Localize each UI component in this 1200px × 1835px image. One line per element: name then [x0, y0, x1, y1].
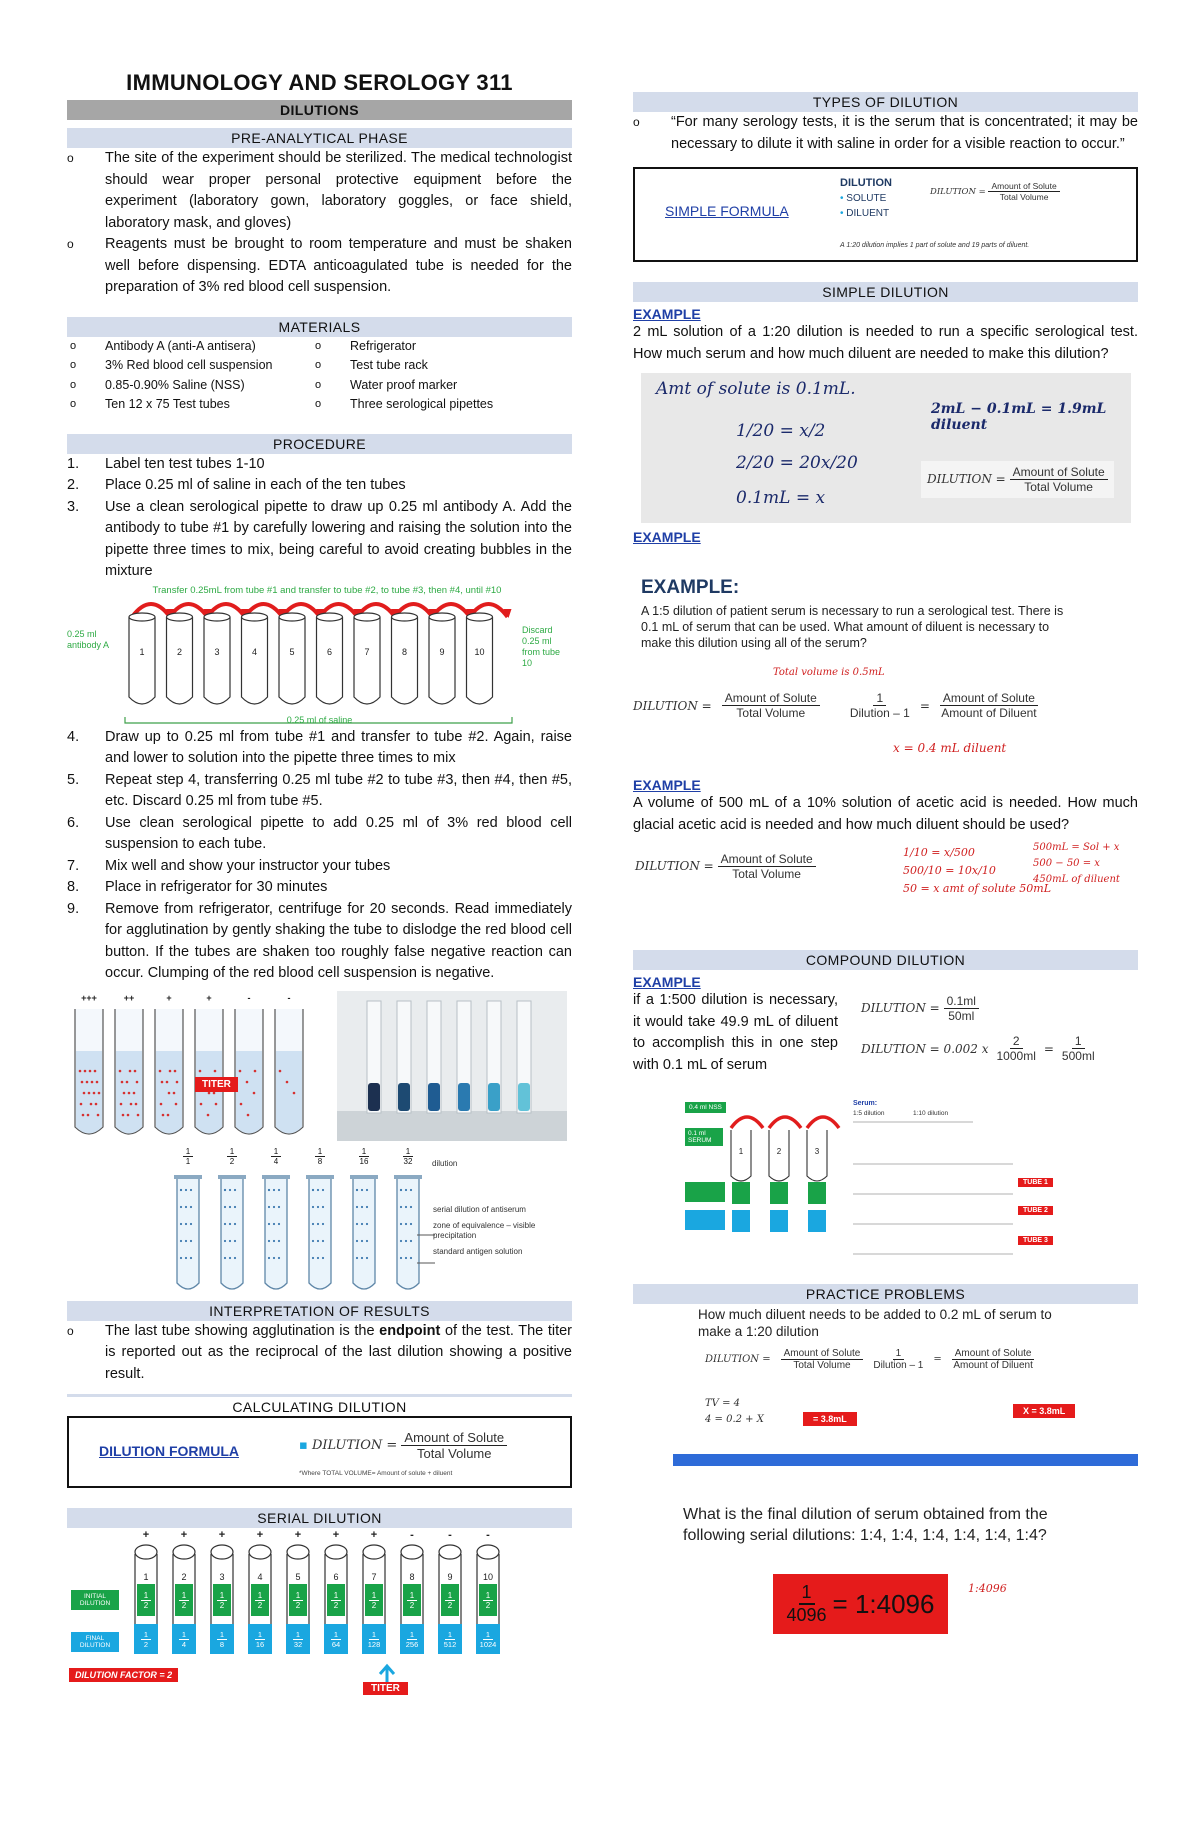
antiserum-fraction: $\frac{1}{2}$	[219, 1147, 245, 1166]
discard-label: Discard 0.25 ml from tube 10	[522, 624, 561, 668]
final-dilution-fraction: $\frac{1}{2}$	[134, 1624, 158, 1654]
list-item: o 0.85-0.90% Saline (NSS)	[70, 377, 245, 392]
tube-number: 1	[143, 1572, 149, 1582]
antiserum-labels	[433, 1205, 568, 1257]
implies-note: A 1:20 dilution implies 1 part of solute and 19 parts of diluent.	[840, 242, 1030, 249]
page-title: IMMUNOLOGY AND SEROLOGY 311	[126, 70, 513, 95]
procedure-step: 2. Place 0.25 ml of saline in each of the ten tubes	[67, 477, 406, 493]
diluent-item: • DILUENT	[840, 208, 890, 219]
result-sign: +	[180, 1529, 188, 1541]
practice-heading: PRACTICE PROBLEMS	[633, 1284, 1138, 1304]
test-tube	[204, 617, 230, 704]
tube-number: 4	[257, 1572, 263, 1582]
dilution-label: dilution	[432, 1158, 458, 1168]
test-tube	[392, 617, 418, 704]
transfer-arrow	[769, 1117, 801, 1128]
solute-item: • SOLUTE	[840, 193, 887, 204]
tube-number: 9	[439, 646, 445, 657]
list-item: o Ten 12 x 75 Test tubes	[70, 397, 230, 411]
simple-dilution-heading: SIMPLE DILUTION	[633, 282, 1138, 302]
photo-tube-liquid	[428, 1083, 440, 1111]
practice-answer-1: = 3.8mL	[803, 1412, 857, 1426]
test-tube	[242, 617, 268, 704]
practice-q1: How much diluent needs to be added to 0.2 mL of serum to make a 1:20 dilution	[698, 1307, 1052, 1339]
example-3-problem: A volume of 500 mL of a 10% solution of acetic acid is needed. How much glacial acetic acid is needed and how much diluent should be used?	[633, 795, 1138, 833]
final-dilution-fraction: $\frac{1}{32}$	[286, 1624, 310, 1654]
list-item: o Refrigerator	[315, 338, 416, 353]
practice-problem-2	[633, 1472, 1138, 1662]
antiserum-fraction: $\frac{1}{4}$	[263, 1147, 289, 1166]
procedure-step: 6. Use clean serological pipette to add 0.25 ml of 3% red blood cell suspension to each tube.	[67, 814, 572, 852]
formula-note: *Where TOTAL VOLUME= Amount of solute + diluent	[299, 1470, 453, 1477]
test-tube	[317, 617, 343, 704]
agglutination-sign: ++	[123, 992, 135, 1003]
simple-formula: DILUTION = $\frac{\text{Amount of Solute}}{\text{Total Volume}}$	[930, 181, 1060, 202]
tube-number: 7	[371, 1572, 377, 1582]
antiserum-tube	[265, 1177, 287, 1289]
example-3-formula: DILUTION = $\frac{\text{Amount of Solute}}{\text{Total Volume}}$	[635, 852, 816, 881]
antiserum-figure	[67, 1145, 572, 1295]
test-tube	[129, 617, 155, 704]
initial-dilution-fraction: $\frac{1}{2}$	[365, 1584, 383, 1616]
compound-example-label: EXAMPLE	[633, 974, 701, 990]
serum-heading: Serum:	[853, 1100, 878, 1107]
final-dilution-label: FINAL DILUTION	[71, 1632, 119, 1652]
initial-dilution-label: INITIAL DILUTION	[71, 1590, 119, 1610]
pre-analytical-list	[67, 148, 572, 299]
example-3-hw-left: 1/10 = x/500 500/10 = 10x/10 50 = x amt of solute 50mL	[903, 846, 1052, 895]
procedure-steps-a	[67, 454, 572, 583]
initial-dilution-fraction: $\frac{1}{2}$	[441, 1584, 459, 1616]
initial-dilution-fraction: $\frac{1}{2}$	[175, 1584, 193, 1616]
list-item: o The site of the experiment should be sterilized. The medical technologist should wear proper personal protective equipment before the experiment (laboratory gown, laboratory goggles, or face shield, laboratory mask, and gloves)	[67, 150, 572, 231]
dil-1-10: 1:10 dilution	[913, 1110, 949, 1117]
dilution-formula: ▪ DILUTION = $\frac{\text{Amount of Solute}}{\text{Total Volume}}$	[299, 1430, 507, 1461]
hw-eq2: 2/20 = 20x/20	[736, 453, 858, 473]
label-serial-dilution: serial dilution of antiserum	[433, 1204, 526, 1214]
tube-number: 2	[181, 1572, 187, 1582]
list-item: o Water proof marker	[315, 377, 458, 392]
tube-number: 3	[214, 646, 220, 657]
tube-number: 2	[776, 1147, 782, 1156]
right-column	[633, 92, 1138, 1662]
final-dilution-fraction: $\frac{1}{1024}$	[476, 1624, 500, 1654]
simple-formula-box	[633, 167, 1138, 262]
slide-divider	[673, 1454, 1138, 1466]
label-zone-equivalence: zone of equivalence – visible precipitation	[433, 1220, 536, 1240]
serum-label: 0.1 ml SERUM	[685, 1128, 723, 1146]
simple-formula-label: SIMPLE FORMULA	[665, 203, 789, 219]
saline-label: 0.25 ml of saline	[286, 714, 353, 725]
compound-formula-1: DILUTION = $\frac{0.1ml}{50ml}$	[861, 994, 979, 1023]
tube-number: 5	[289, 646, 295, 657]
titer-badge: TITER	[195, 1077, 238, 1092]
left-column	[67, 70, 572, 1693]
tube-number: 8	[401, 646, 408, 657]
procedure-step: 4. Draw up to 0.25 ml from tube #1 and transfer to tube #2. Again, raise and lower to solution into the pipette three times to mix	[67, 728, 572, 766]
photo-tube-liquid	[368, 1083, 380, 1111]
materials-list	[67, 337, 572, 415]
test-tube	[279, 617, 305, 704]
result-sign: -	[410, 1529, 414, 1541]
hw-right: 2mL − 0.1mL = 1.9mL diluent	[931, 401, 1107, 433]
procedure-steps-b	[67, 727, 572, 985]
procedure-step: 1. Label ten test tubes 1-10	[67, 455, 265, 472]
tube-row	[129, 613, 493, 704]
formula-denominator: Total Volume	[417, 1446, 492, 1461]
serial-dilution-figure	[67, 1528, 572, 1693]
hw-eq3: 0.1mL = x	[736, 488, 826, 508]
antiserum-fraction: $\frac{1}{16}$	[359, 1146, 369, 1166]
interpretation-text: o The last tube showing agglutination is the endpoint of the test. The titer is reported out as the reciprocal of the last dilution showing a positive result.	[67, 1322, 572, 1382]
transfer-arrow	[807, 1117, 839, 1128]
example-2-label: EXAMPLE	[633, 529, 701, 545]
initial-dilution-fraction: $\frac{1}{2}$	[327, 1584, 345, 1616]
final-dilution-fraction: $\frac{1}{512}$	[438, 1624, 462, 1654]
result-sign: +	[218, 1529, 226, 1541]
formula-numerator: Amount of Solute	[401, 1430, 507, 1446]
antiserum-tube	[353, 1177, 375, 1289]
result-sign: +	[370, 1529, 378, 1541]
final-dilution-fraction: $\frac{1}{256}$	[400, 1624, 424, 1654]
result-sign: -	[448, 1529, 452, 1541]
serial-titer-badge: TITER	[363, 1682, 408, 1695]
practice-answer-2: X = 3.8mL	[1013, 1404, 1075, 1418]
procedure-step: 9. Remove from refrigerator, centrifuge for 20 seconds. Read immediately for agglutination by gently shaking the tube to dislodge the red blood cell button. If the tubes are shaken too roughly false negative reaction can occur. Clumping of the red blood cell suspension is negative.	[67, 900, 572, 981]
hw-eq1: 1/20 = x/2	[736, 421, 826, 441]
initial-dilution-fraction: $\frac{1}{2}$	[213, 1584, 231, 1616]
antiserum-tube	[397, 1177, 419, 1289]
tube-number: 1	[139, 646, 145, 657]
final-dilution-fraction: $\frac{1}{64}$	[324, 1624, 348, 1654]
final-dilution-fraction: $\frac{1}{4}$	[172, 1624, 196, 1654]
practice-q2: What is the final dilution of serum obtained from the following serial dilutions: 1:4, 1:4, 1:4, 1:4, 1:4, 1:4?	[683, 1506, 1048, 1544]
tube-number: 1	[738, 1147, 744, 1156]
list-item: o Test tube rack	[315, 358, 428, 372]
example-3-hw-right: 500mL = Sol + x 500 − 50 = x 450mL of diluent	[1033, 842, 1120, 885]
initial-dilution-fraction: $\frac{1}{2}$	[403, 1584, 421, 1616]
tube-number: 7	[364, 646, 370, 657]
example-2-text: A 1:5 dilution of patient serum is necessary to run a serological test. There is 0.1 mL of serum that can be used. What amount of diluent is necessary to make this dilution using all of the serum?	[641, 604, 1064, 650]
example-label: EXAMPLE	[633, 306, 701, 322]
practice-answer-box: $\frac{1}{4096}$ = 1:4096	[773, 1574, 948, 1634]
tube-number: 10	[474, 646, 485, 657]
practice-formula: DILUTION = $\frac{\text{Amount of Solute}}{\text{Total Volume}}$ $\frac{1}{\text{Dilution – 1}}$ = $\frac{\text{Amount of Solute}}{\text{Amount of Diluent}}$	[705, 1348, 1033, 1371]
dilution-head: DILUTION	[840, 177, 892, 189]
initial-dilution-fraction: $\frac{1}{2}$	[479, 1584, 497, 1616]
dil-1-5: 1:5 dilution	[853, 1110, 885, 1117]
tube-number: 6	[326, 646, 333, 657]
final-dilution-fraction: $\frac{1}{8}$	[210, 1624, 234, 1654]
result-sign: +	[332, 1529, 340, 1541]
compound-formula-2: DILUTION = 0.002 x $\frac{2}{1000ml}$ = $\frac{1}{500ml}$	[861, 1034, 1095, 1063]
example-2-formula: DILUTION = $\frac{\text{Amount of Solute}}{\text{Total Volume}}$ $\frac{1}{\text{Dilution – 1}}$ = $\frac{\text{Amount of Solute}}{\text{Amount of Diluent}}$	[633, 691, 1037, 720]
test-tube	[354, 617, 380, 704]
example-2-hw-answer: x = 0.4 mL diluent	[893, 741, 1007, 755]
calculating-heading: CALCULATING DILUTION	[67, 1394, 572, 1414]
agglutination-sign: -	[287, 992, 291, 1003]
interpretation-heading: INTERPRETATION OF RESULTS	[67, 1301, 572, 1321]
tube-number: 3	[814, 1147, 820, 1156]
handwritten-solution-1	[641, 373, 1131, 523]
final-dilution-fraction: $\frac{1}{128}$	[362, 1624, 386, 1654]
photo-tube-liquid	[398, 1083, 410, 1111]
compound-problem: if a 1:500 dilution is necessary, it would take 49.9 mL of diluent to accomplish this in one step with 0.1 mL of serum	[633, 992, 838, 1073]
hw-title: Amt of solute is 0.1mL.	[656, 379, 856, 399]
result-sign: +	[294, 1529, 302, 1541]
result-sign: +	[256, 1529, 264, 1541]
types-quote: o “For many serology tests, it is the serum that is concentrated; it may be necessary to dilute it with saline in order for a visible reaction to occur.”	[633, 114, 1138, 152]
antiserum-fraction: $\frac{1}{8}$	[307, 1147, 333, 1166]
compound-heading: COMPOUND DILUTION	[633, 950, 1138, 970]
subtitle-bar: DILUTIONS	[67, 100, 572, 120]
initial-dilution-fraction: $\frac{1}{2}$	[289, 1584, 307, 1616]
agglutination-sign: +	[206, 992, 212, 1003]
agglutination-sign: +++	[81, 992, 97, 1003]
tube-number: 3	[219, 1572, 225, 1582]
practice-hw-ratio: 1:4096	[968, 1582, 1007, 1595]
tube-3-badge: TUBE 3	[1018, 1236, 1053, 1245]
result-sign: -	[486, 1529, 490, 1541]
photo-tube-liquid	[458, 1083, 470, 1111]
example-3-figure	[633, 836, 1138, 946]
hw-formula: DILUTION = $\frac{\text{Amount of Solute}}{\text{Total Volume}}$	[921, 461, 1114, 498]
transfer-caption: Transfer 0.25mL from tube #1 and transfer to tube #2, to tube #3, then #4, until #10	[152, 584, 502, 596]
practice-problem-1	[633, 1304, 1138, 1472]
test-tube	[429, 617, 455, 704]
procedure-step: 8. Place in refrigerator for 30 minutes	[67, 879, 328, 895]
antiserum-tube	[309, 1177, 331, 1289]
antiserum-tube	[177, 1177, 199, 1289]
dilution-formula-box	[67, 1416, 572, 1488]
agglutination-sign: +	[166, 992, 172, 1003]
tube-number: 4	[251, 646, 258, 657]
final-dilution-fraction: $\frac{1}{16}$	[248, 1624, 272, 1654]
test-tube	[167, 617, 193, 704]
antiserum-fraction: $\frac{1}{1}$	[175, 1147, 201, 1166]
transfer-arrow	[731, 1117, 763, 1128]
label-standard-antigen: standard antigen solution	[433, 1246, 523, 1256]
tube-number: 2	[176, 646, 183, 657]
antiserum-fraction: $\frac{1}{32}$	[403, 1146, 413, 1166]
tube-2-badge: TUBE 2	[1018, 1206, 1053, 1215]
test-tube	[467, 617, 493, 704]
example-2-heading: EXAMPLE:	[641, 577, 740, 598]
agglutination-figures	[67, 991, 572, 1141]
nss-label: 0.4 ml NSS	[685, 1102, 726, 1113]
antibody-label: 0.25 ml antibody A	[67, 628, 110, 650]
dilution-formula-label: DILUTION FORMULA	[99, 1443, 239, 1459]
tube-number: 9	[447, 1572, 453, 1582]
serial-heading: SERIAL DILUTION	[67, 1508, 572, 1528]
example-3-label: EXAMPLE	[633, 777, 701, 793]
procedure-step: 3. Use a clean serological pipette to draw up 0.25 ml antibody A. Add the antibody to tube #1 by carefully lowering and raising the solution into the pipette three times to mix, being careful to avoid creating bubbles in the mixture	[67, 498, 572, 579]
list-item: o Reagents must be brought to room temperature and must be shaken well before dispensing. EDTA anticoagulated tube is needed for the preparation of 3% red blood cell suspension.	[67, 236, 572, 295]
tube-number: 10	[482, 1572, 494, 1582]
photo-tube-liquid	[488, 1083, 500, 1111]
antiserum-tube	[221, 1177, 243, 1289]
list-item: o Antibody A (anti-A antisera)	[70, 338, 256, 353]
tube-number: 5	[295, 1572, 301, 1582]
dilution-factor-badge: DILUTION FACTOR = 2	[69, 1668, 178, 1682]
procedure-step: 5. Repeat step 4, transferring 0.25 ml tube #2 to tube #3, then #4, then #5, etc. Discard 0.25 ml from tube #5.	[67, 771, 572, 809]
serial-transfer-figure	[67, 585, 572, 727]
result-sign: +	[142, 1529, 150, 1541]
procedure-heading: PROCEDURE	[67, 434, 572, 454]
tube-number: 6	[333, 1572, 339, 1582]
list-item: o 3% Red blood cell suspension	[70, 358, 273, 372]
agglutination-sign: -	[247, 992, 251, 1003]
tube-1-badge: TUBE 1	[1018, 1178, 1053, 1187]
compound-dilution-figure	[683, 1098, 1103, 1268]
materials-heading: MATERIALS	[67, 317, 572, 337]
example-2-figure	[633, 545, 1138, 773]
types-heading: TYPES OF DILUTION	[633, 92, 1138, 112]
practice-work: TV = 4 4 = 0.2 + X	[705, 1398, 764, 1425]
initial-dilution-fraction: $\frac{1}{2}$	[137, 1584, 155, 1616]
tube-rack-photo	[337, 991, 567, 1141]
list-item: o Three serological pipettes	[315, 397, 494, 411]
compound-example	[633, 990, 1138, 1098]
pre-analytical-heading: PRE-ANALYTICAL PHASE	[67, 128, 572, 148]
initial-dilution-fraction: $\frac{1}{2}$	[251, 1584, 269, 1616]
simple-dilution-problem: 2 mL solution of a 1:20 dilution is needed to run a specific serological test. How much serum and how much diluent are needed to make this dilution?	[633, 324, 1138, 362]
example-2-hw-total: Total volume is 0.5mL	[773, 667, 885, 678]
transfer-diagram	[67, 585, 572, 727]
photo-tube-liquid	[518, 1083, 530, 1111]
procedure-step: 7. Mix well and show your instructor your tubes	[67, 857, 391, 874]
tube-number: 8	[409, 1572, 415, 1582]
